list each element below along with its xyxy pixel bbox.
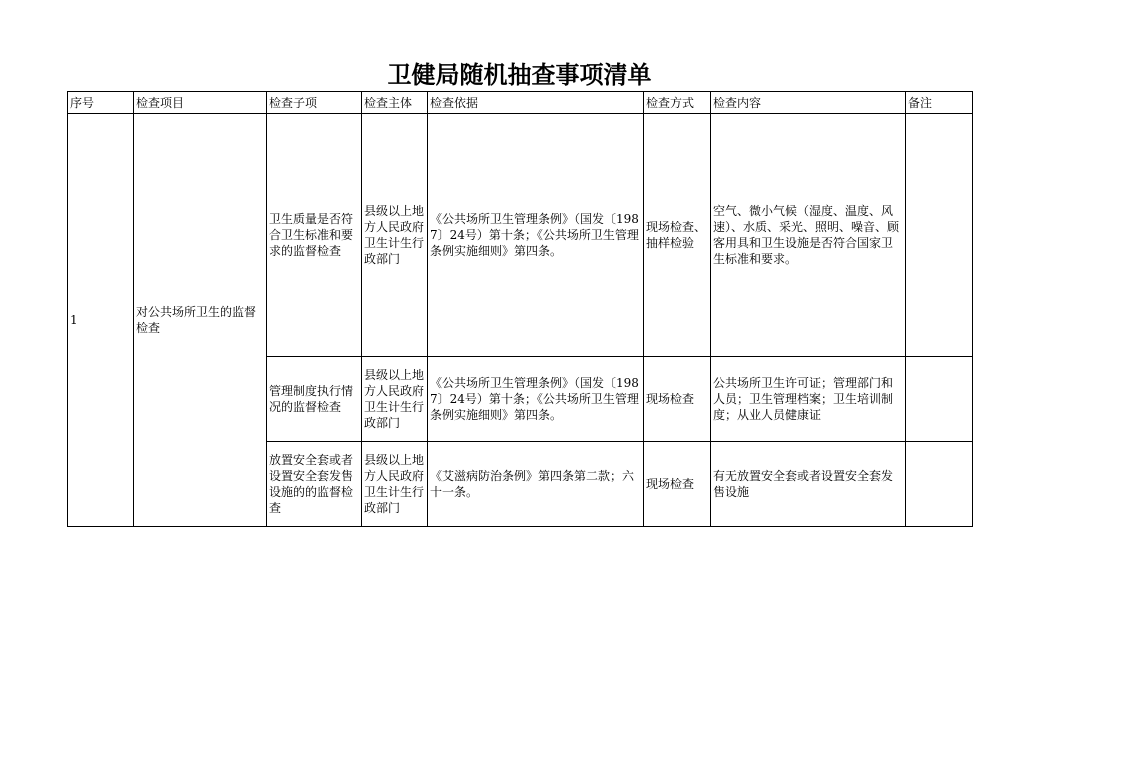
remark-cell	[906, 442, 973, 527]
subject-cell: 县级以上地方人民政府卫生计生行政部门	[362, 114, 428, 357]
basis-cell: 《公共场所卫生管理条例》（国发〔1987〕24号）第十条；《公共场所卫生管理条例实施细则》第四条。	[428, 114, 644, 357]
header-cell: 检查子项	[267, 92, 362, 114]
page-title: 卫健局随机抽查事项清单	[387, 61, 652, 89]
basis-cell: 《公共场所卫生管理条例》（国发〔1987〕24号）第十条；《公共场所卫生管理条例实施细则》第四条。	[428, 357, 644, 442]
header-cell: 检查方式	[644, 92, 711, 114]
header-cell: 检查内容	[711, 92, 906, 114]
header-cell: 检查主体	[362, 92, 428, 114]
content-cell: 有无放置安全套或者设置安全套发售设施	[711, 442, 906, 527]
project-cell: 对公共场所卫生的监督检查	[134, 114, 267, 527]
header-row	[68, 92, 973, 114]
content-cell: 公共场所卫生许可证；管理部门和人员；卫生管理档案；卫生培训制度；从业人员健康证	[711, 357, 906, 442]
method-cell: 现场检查、抽样检验	[644, 114, 711, 357]
header-cell: 备注	[906, 92, 973, 114]
subject-cell: 县级以上地方人民政府卫生计生行政部门	[362, 442, 428, 527]
inspection-table	[67, 91, 973, 527]
basis-cell: 《艾滋病防治条例》第四条第二款；六十一条。	[428, 442, 644, 527]
remark-cell	[906, 357, 973, 442]
index-cell: 1	[68, 114, 134, 527]
sub-item-cell: 管理制度执行情况的监督检查	[267, 357, 362, 442]
content-cell: 空气、微小气候（湿度、温度、风速）、水质、采光、照明、噪音、顾客用具和卫生设施是否符合国家卫生标准和要求。	[711, 114, 906, 357]
method-cell: 现场检查	[644, 357, 711, 442]
header-cell: 序号	[68, 92, 134, 114]
subject-cell: 县级以上地方人民政府卫生计生行政部门	[362, 357, 428, 442]
header-cell: 检查项目	[134, 92, 267, 114]
remark-cell	[906, 114, 973, 357]
header-cell: 检查依据	[428, 92, 644, 114]
table-row	[68, 114, 973, 357]
method-cell: 现场检查	[644, 442, 711, 527]
sub-item-cell: 放置安全套或者设置安全套发售设施的的监督检查	[267, 442, 362, 527]
sub-item-cell: 卫生质量是否符合卫生标准和要求的监督检查	[267, 114, 362, 357]
